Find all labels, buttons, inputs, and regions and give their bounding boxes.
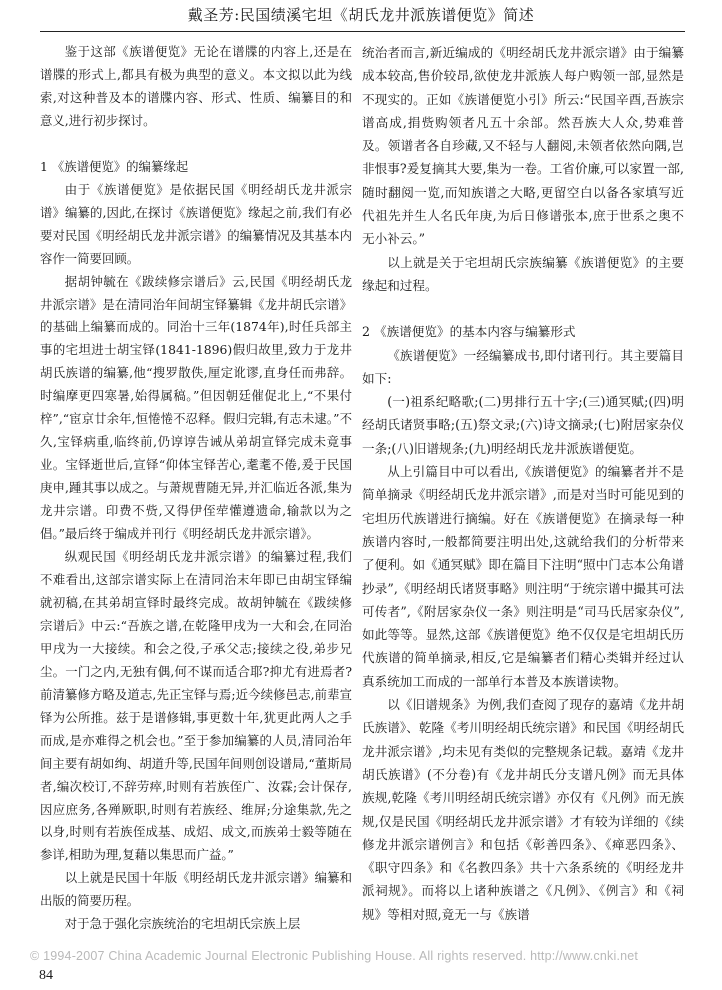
- paragraph: 由于《族谱便览》是依据民国《明经胡氏龙井派宗谱》编纂的,因此,在探讨《族谱便览》缘起之前,我们有必要对民国《明经胡氏龙井派宗谱》的编纂情况及其基本内容作一简要回顾。: [40, 181, 352, 266]
- section-1-title: 1 《族谱便览》的编纂缘起: [40, 158, 189, 174]
- paragraph: 以上就是关于宅坦胡氏宗族编纂《族谱便览》的主要缘起和过程。: [362, 254, 684, 293]
- spacer: [40, 133, 352, 156]
- section-2-title: 2 《族谱便览》的基本内容与编纂形式: [362, 324, 576, 340]
- running-header: 戴圣芳:民国绩溪宅坦《胡氏龙井派族谱便览》简述: [187, 6, 535, 24]
- left-column: [40, 41, 352, 936]
- header-rule: [40, 31, 685, 32]
- paragraph: 从上引篇目中可以看出,《族谱便览》的编纂者并不是简单摘录《明经胡氏龙井派宗谱》,而是对当时可能见到的宅坦历代族谱进行摘编。好在《族谱便览》在摘录每一种族谱内容时,一般都简要注明出处,这就给我们的分析带来了便利。如《通冥赋》即在篇目下注明“照中门志本公角谱抄录”,《明经胡氏诸贤事略》则注明“于统宗谱中撮其可法可传者”,《附居家杂仪一条》则注明是“司马氏居家杂仪”,如此等等。显然,这部《族谱便览》绝不仅仅是宅坦胡氏历代族谱的简单摘录,相反,它是编纂者们精心类辑并经过认真系统加工而成的一部单行本普及本族谱读物。: [362, 464, 684, 689]
- intro-paragraph: 鉴于这部《族谱便览》无论在谱牒的内容上,还是在谱牒的形式上,都具有极为典型的意义。本文拟以此为线索,对这种普及本的谱牒内容、形式、性质、编纂目的和意义,进行初步探讨。: [40, 44, 352, 128]
- right-column: [362, 41, 684, 926]
- copyright-watermark: © 1994-2007 China Academic Journal Electronic Publishing House. All rights reserved. http://www.cnki.net: [30, 949, 639, 963]
- contents-list: (一)祖系纪略歌;(二)男排行五十字;(三)通冥赋;(四)明经胡氏诸贤事略;(五)祭文录;(六)诗文摘录;(七)附居家杂仪一条;(八)旧谱规条;(九)明经胡氏龙井派族谱便览。: [362, 394, 684, 456]
- spacer: [362, 297, 684, 320]
- paragraph: 对于急于强化宗族统治的宅坦胡氏宗族上层: [64, 916, 301, 932]
- paragraph: 以上就是民国十年版《明经胡氏龙井派宗谱》编纂和出版的简要历程。: [40, 870, 352, 909]
- paragraph-continued: 统治者而言,新近编成的《明经胡氏龙井派宗谱》由于编纂成本较高,售价较昂,欲使龙井派族人每户购领一部,显然是不现实的。正如《族谱便览小引》所云:“民国辛酉,吾族宗谱高成,捐赀购领者凡五十余部。然吾族大人众,势难普及。领谱者各自珍藏,又不轻与人翻阅,未领者依然向隅,岂非恨事?爰复摘其大要,集为一卷。工省价廉,可以家置一部,随时翻阅一览,而知族谱之大略,更留空白以备各家填写近代祖先并生人名氏年庚,为后日修谱张本,庶于世系之奥不无小补云。”: [362, 45, 684, 247]
- paragraph: 《族谱便览》一经编纂成书,即付诸刊行。其主要篇目如下:: [362, 347, 684, 386]
- paragraph: 据胡钟毓在《跋续修宗谱后》云,民国《明经胡氏龙井派宗谱》是在清同治年间胡宝铎纂辑《龙井胡氏宗谱》的基础上编纂而成的。同治十三年(1874年),时任兵部主事的宅坦进士胡宝铎(1841-1896)假归故里,致力于龙井胡氏族谱的编纂,他“搜罗散佚,厘定讹谬,直身任而弗辞。时编摩更四寒暑,始得属稿。”但因朝廷催促北上,“不果付梓”,“宦京廿余年,恒惓惓不忍释。假归完辑,有志未逮。”不久,宝铎病重,临终前,仍谆谆告诫从弟胡宣铎完成未竟事业。宝铎逝世后,宣铎“仰体宝铎苦心,耄耄不倦,爰于民国庚申,踵其事以成之。与萧规曹随无异,并汇临近各派,集为龙井宗谱。印费不赀,又得伊侄荦懽遵遗命,输款以为之倡。”最后终于编成并刊行《明经胡氏龙井派宗谱》。: [40, 273, 352, 542]
- paragraph: 纵观民国《明经胡氏龙井派宗谱》的编纂过程,我们不难看出,这部宗谱实际上在清同治末年即已由胡宝铎编就初稿,在其弟胡宣铎时最终完成。故胡钟毓在《跋续修宗谱后》中云:“吾族之谱,在乾隆甲戌为一大和会,在同治甲戌为一大接续。和会之役,子承父志;接续之役,弟步兄尘。一门之内,无独有偶,何不谋而适合耶?抑尤有进焉者?前清纂修方略及道志,先正宝铎与焉;近今续修邑志,前辈宣铎为公所推。兹于是谱修辑,事更数十年,犹更此两人之手而成,是亦难得之机会也。”至于参加编纂的人员,清同治年间主要有胡如绚、胡道升等,民国年间则创设谱局,“董斯局者,编次校订,不辞劳瘁,时则有若族侄广、汝霖;会计保存,因应庶务,各殚厥职,时则有若族经、维屏;分途集款,先之以身,时则有若族侄成基、成炤、成文,而族弟士毅等随在参详,相助为理,复藉以集思而广益。”: [40, 549, 352, 863]
- page-number: 84: [39, 968, 53, 983]
- paragraph: 以《旧谱规条》为例,我们查阅了现存的嘉靖《龙井胡氏族谱》、乾隆《考川明经胡氏统宗谱》和民国《明经胡氏龙井派宗谱》,均未见有类似的完整规条记载。嘉靖《龙井胡氏族谱》(不分卷)有《龙井胡氏分支谱凡例》而无具体族规,乾隆《考川明经胡氏统宗谱》亦仅有《凡例》而无族规,仅是民国《明经胡氏龙井派宗谱》才有较为详细的《续修龙井派宗谱例言》和包括《彰善四条》、《瘅恶四条》、《职守四条》和《名教四条》共十六条系统的《明经龙井派祠规》。而将以上诸种族谱之《凡例》、《例言》和《祠规》等相对照,竟无一与《族谱: [362, 697, 684, 922]
